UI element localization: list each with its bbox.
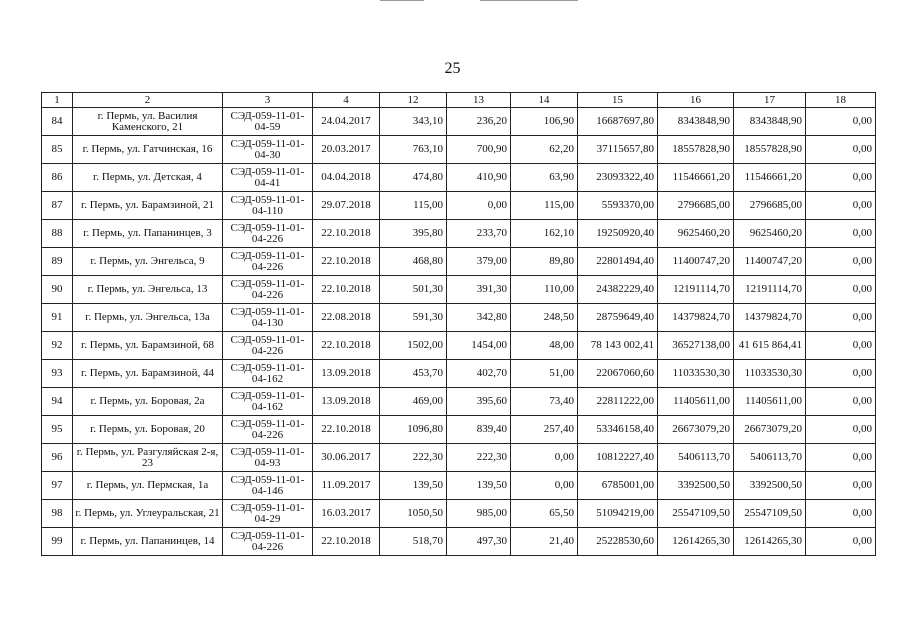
document-number-cell: СЭД-059-11-01-04-41 — [223, 164, 313, 192]
address-cell: г. Пермь, ул. Энгельса, 9 — [73, 248, 223, 276]
value-col-16-cell: 5406113,70 — [658, 444, 734, 472]
document-number-cell: СЭД-059-11-01-04-29 — [223, 500, 313, 528]
value-col-13-cell: 391,30 — [447, 276, 511, 304]
value-col-13-cell: 379,00 — [447, 248, 511, 276]
value-col-13-cell: 222,30 — [447, 444, 511, 472]
value-col-17-cell: 3392500,50 — [734, 472, 806, 500]
value-col-15-cell: 10812227,40 — [578, 444, 658, 472]
value-col-16-cell: 11033530,30 — [658, 360, 734, 388]
date-cell: 30.06.2017 — [313, 444, 380, 472]
date-cell: 16.03.2017 — [313, 500, 380, 528]
date-cell: 13.09.2018 — [313, 388, 380, 416]
value-col-15-cell: 37115657,80 — [578, 136, 658, 164]
row-number-cell: 87 — [42, 192, 73, 220]
value-col-14-cell: 65,50 — [511, 500, 578, 528]
value-col-13-cell: 236,20 — [447, 108, 511, 136]
table-row — [42, 500, 876, 528]
document-number-cell: СЭД-059-11-01-04-110 — [223, 192, 313, 220]
value-col-18-cell: 0,00 — [806, 220, 876, 248]
value-col-13-cell: 395,60 — [447, 388, 511, 416]
value-col-13-cell: 342,80 — [447, 304, 511, 332]
value-col-12-cell: 1050,50 — [380, 500, 447, 528]
value-col-15-cell: 51094219,00 — [578, 500, 658, 528]
value-col-17-cell: 11546661,20 — [734, 164, 806, 192]
value-col-15-cell: 19250920,40 — [578, 220, 658, 248]
value-col-12-cell: 763,10 — [380, 136, 447, 164]
value-col-12-cell: 115,00 — [380, 192, 447, 220]
value-col-13-cell: 700,90 — [447, 136, 511, 164]
value-col-15-cell: 53346158,40 — [578, 416, 658, 444]
value-col-15-cell: 5593370,00 — [578, 192, 658, 220]
value-col-16-cell: 11405611,00 — [658, 388, 734, 416]
document-number-cell: СЭД-059-11-01-04-59 — [223, 108, 313, 136]
table-row — [42, 164, 876, 192]
value-col-16-cell: 14379824,70 — [658, 304, 734, 332]
table-header — [42, 93, 876, 108]
column-header: 15 — [578, 93, 658, 108]
value-col-17-cell: 12614265,30 — [734, 528, 806, 556]
value-col-17-cell: 14379824,70 — [734, 304, 806, 332]
date-cell: 24.04.2017 — [313, 108, 380, 136]
table-row — [42, 388, 876, 416]
value-col-18-cell: 0,00 — [806, 136, 876, 164]
document-number-cell: СЭД-059-11-01-04-93 — [223, 444, 313, 472]
value-col-14-cell: 63,90 — [511, 164, 578, 192]
value-col-17-cell: 41 615 864,41 — [734, 332, 806, 360]
table-row — [42, 528, 876, 556]
value-col-12-cell: 395,80 — [380, 220, 447, 248]
document-number-cell: СЭД-059-11-01-04-226 — [223, 416, 313, 444]
address-cell: г. Пермь, ул. Папанинцев, 3 — [73, 220, 223, 248]
address-cell: г. Пермь, ул. Энгельса, 13а — [73, 304, 223, 332]
value-col-13-cell: 497,30 — [447, 528, 511, 556]
value-col-16-cell: 25547109,50 — [658, 500, 734, 528]
value-col-13-cell: 402,70 — [447, 360, 511, 388]
value-col-15-cell: 22811222,00 — [578, 388, 658, 416]
row-number-cell: 96 — [42, 444, 73, 472]
value-col-12-cell: 1502,00 — [380, 332, 447, 360]
row-number-cell: 95 — [42, 416, 73, 444]
value-col-15-cell: 16687697,80 — [578, 108, 658, 136]
address-cell: г. Пермь, ул. Детская, 4 — [73, 164, 223, 192]
date-cell: 22.10.2018 — [313, 220, 380, 248]
address-cell: г. Пермь, ул. Разгуляйская 2-я, 23 — [73, 444, 223, 472]
row-number-cell: 99 — [42, 528, 73, 556]
value-col-17-cell: 8343848,90 — [734, 108, 806, 136]
value-col-17-cell: 5406113,70 — [734, 444, 806, 472]
value-col-17-cell: 11405611,00 — [734, 388, 806, 416]
value-col-17-cell: 12191114,70 — [734, 276, 806, 304]
value-col-12-cell: 139,50 — [380, 472, 447, 500]
row-number-cell: 89 — [42, 248, 73, 276]
value-col-14-cell: 248,50 — [511, 304, 578, 332]
value-col-16-cell: 3392500,50 — [658, 472, 734, 500]
document-number-cell: СЭД-059-11-01-04-130 — [223, 304, 313, 332]
value-col-16-cell: 12191114,70 — [658, 276, 734, 304]
column-header: 17 — [734, 93, 806, 108]
value-col-16-cell: 11546661,20 — [658, 164, 734, 192]
value-col-12-cell: 469,00 — [380, 388, 447, 416]
address-cell: г. Пермь, ул. Боровая, 20 — [73, 416, 223, 444]
value-col-13-cell: 0,00 — [447, 192, 511, 220]
value-col-12-cell: 343,10 — [380, 108, 447, 136]
value-col-12-cell: 591,30 — [380, 304, 447, 332]
value-col-14-cell: 110,00 — [511, 276, 578, 304]
document-number-cell: СЭД-059-11-01-04-226 — [223, 220, 313, 248]
value-col-17-cell: 9625460,20 — [734, 220, 806, 248]
table-row — [42, 220, 876, 248]
address-cell: г. Пермь, ул. Василия Каменского, 21 — [73, 108, 223, 136]
value-col-17-cell: 18557828,90 — [734, 136, 806, 164]
row-number-cell: 90 — [42, 276, 73, 304]
header-row — [42, 93, 876, 108]
address-cell: г. Пермь, ул. Пермская, 1а — [73, 472, 223, 500]
value-col-14-cell: 62,20 — [511, 136, 578, 164]
value-col-16-cell: 12614265,30 — [658, 528, 734, 556]
value-col-14-cell: 48,00 — [511, 332, 578, 360]
row-number-cell: 92 — [42, 332, 73, 360]
value-col-17-cell: 25547109,50 — [734, 500, 806, 528]
value-col-15-cell: 28759649,40 — [578, 304, 658, 332]
value-col-15-cell: 6785001,00 — [578, 472, 658, 500]
value-col-18-cell: 0,00 — [806, 192, 876, 220]
value-col-15-cell: 23093322,40 — [578, 164, 658, 192]
address-cell: г. Пермь, ул. Барамзиной, 21 — [73, 192, 223, 220]
value-col-16-cell: 11400747,20 — [658, 248, 734, 276]
value-col-12-cell: 468,80 — [380, 248, 447, 276]
value-col-14-cell: 0,00 — [511, 444, 578, 472]
value-col-14-cell: 51,00 — [511, 360, 578, 388]
value-col-13-cell: 410,90 — [447, 164, 511, 192]
row-number-cell: 93 — [42, 360, 73, 388]
column-header: 2 — [73, 93, 223, 108]
column-header: 13 — [447, 93, 511, 108]
table-row — [42, 304, 876, 332]
value-col-14-cell: 115,00 — [511, 192, 578, 220]
date-cell: 11.09.2017 — [313, 472, 380, 500]
date-cell: 22.10.2018 — [313, 332, 380, 360]
address-cell: г. Пермь, ул. Папанинцев, 14 — [73, 528, 223, 556]
top-rule-right — [480, 0, 578, 1]
value-col-18-cell: 0,00 — [806, 332, 876, 360]
value-col-15-cell: 25228530,60 — [578, 528, 658, 556]
table-row — [42, 444, 876, 472]
value-col-16-cell: 18557828,90 — [658, 136, 734, 164]
value-col-13-cell: 839,40 — [447, 416, 511, 444]
value-col-16-cell: 36527138,00 — [658, 332, 734, 360]
address-cell: г. Пермь, ул. Боровая, 2а — [73, 388, 223, 416]
document-number-cell: СЭД-059-11-01-04-146 — [223, 472, 313, 500]
value-col-18-cell: 0,00 — [806, 248, 876, 276]
value-col-13-cell: 985,00 — [447, 500, 511, 528]
value-col-14-cell: 106,90 — [511, 108, 578, 136]
column-header: 1 — [42, 93, 73, 108]
document-number-cell: СЭД-059-11-01-04-226 — [223, 248, 313, 276]
column-header: 3 — [223, 93, 313, 108]
value-col-12-cell: 1096,80 — [380, 416, 447, 444]
value-col-13-cell: 233,70 — [447, 220, 511, 248]
value-col-18-cell: 0,00 — [806, 304, 876, 332]
value-col-15-cell: 24382229,40 — [578, 276, 658, 304]
date-cell: 22.10.2018 — [313, 276, 380, 304]
value-col-18-cell: 0,00 — [806, 416, 876, 444]
date-cell: 29.07.2018 — [313, 192, 380, 220]
row-number-cell: 85 — [42, 136, 73, 164]
table-row — [42, 192, 876, 220]
value-col-16-cell: 26673079,20 — [658, 416, 734, 444]
column-header: 18 — [806, 93, 876, 108]
value-col-14-cell: 73,40 — [511, 388, 578, 416]
value-col-14-cell: 89,80 — [511, 248, 578, 276]
value-col-13-cell: 139,50 — [447, 472, 511, 500]
value-col-18-cell: 0,00 — [806, 164, 876, 192]
data-table — [41, 92, 876, 556]
row-number-cell: 88 — [42, 220, 73, 248]
value-col-18-cell: 0,00 — [806, 388, 876, 416]
document-number-cell: СЭД-059-11-01-04-226 — [223, 332, 313, 360]
value-col-12-cell: 518,70 — [380, 528, 447, 556]
value-col-14-cell: 21,40 — [511, 528, 578, 556]
document-number-cell: СЭД-059-11-01-04-162 — [223, 360, 313, 388]
address-cell: г. Пермь, ул. Барамзиной, 68 — [73, 332, 223, 360]
date-cell: 22.10.2018 — [313, 248, 380, 276]
column-header: 4 — [313, 93, 380, 108]
value-col-16-cell: 2796685,00 — [658, 192, 734, 220]
address-cell: г. Пермь, ул. Барамзиной, 44 — [73, 360, 223, 388]
value-col-14-cell: 162,10 — [511, 220, 578, 248]
row-number-cell: 94 — [42, 388, 73, 416]
document-number-cell: СЭД-059-11-01-04-162 — [223, 388, 313, 416]
date-cell: 20.03.2017 — [313, 136, 380, 164]
column-header: 14 — [511, 93, 578, 108]
address-cell: г. Пермь, ул. Углеуральская, 21 — [73, 500, 223, 528]
table-row — [42, 108, 876, 136]
row-number-cell: 97 — [42, 472, 73, 500]
row-number-cell: 91 — [42, 304, 73, 332]
page-number: 25 — [444, 60, 461, 77]
value-col-18-cell: 0,00 — [806, 108, 876, 136]
value-col-12-cell: 222,30 — [380, 444, 447, 472]
column-header: 16 — [658, 93, 734, 108]
row-number-cell: 84 — [42, 108, 73, 136]
table-row — [42, 360, 876, 388]
table-row — [42, 416, 876, 444]
document-number-cell: СЭД-059-11-01-04-226 — [223, 528, 313, 556]
date-cell: 22.10.2018 — [313, 416, 380, 444]
value-col-18-cell: 0,00 — [806, 444, 876, 472]
value-col-12-cell: 501,30 — [380, 276, 447, 304]
value-col-13-cell: 1454,00 — [447, 332, 511, 360]
table-row — [42, 472, 876, 500]
row-number-cell: 86 — [42, 164, 73, 192]
value-col-16-cell: 9625460,20 — [658, 220, 734, 248]
table-row — [42, 276, 876, 304]
value-col-16-cell: 8343848,90 — [658, 108, 734, 136]
value-col-15-cell: 78 143 002,41 — [578, 332, 658, 360]
value-col-18-cell: 0,00 — [806, 472, 876, 500]
document-number-cell: СЭД-059-11-01-04-30 — [223, 136, 313, 164]
value-col-17-cell: 26673079,20 — [734, 416, 806, 444]
date-cell: 13.09.2018 — [313, 360, 380, 388]
document-number-cell: СЭД-059-11-01-04-226 — [223, 276, 313, 304]
value-col-15-cell: 22067060,60 — [578, 360, 658, 388]
value-col-18-cell: 0,00 — [806, 276, 876, 304]
value-col-18-cell: 0,00 — [806, 528, 876, 556]
table-body — [42, 108, 876, 556]
value-col-18-cell: 0,00 — [806, 500, 876, 528]
value-col-14-cell: 0,00 — [511, 472, 578, 500]
table-row — [42, 136, 876, 164]
top-rule-left — [380, 0, 424, 1]
value-col-15-cell: 22801494,40 — [578, 248, 658, 276]
date-cell: 22.10.2018 — [313, 528, 380, 556]
value-col-12-cell: 453,70 — [380, 360, 447, 388]
table-row — [42, 332, 876, 360]
row-number-cell: 98 — [42, 500, 73, 528]
date-cell: 04.04.2018 — [313, 164, 380, 192]
value-col-12-cell: 474,80 — [380, 164, 447, 192]
value-col-18-cell: 0,00 — [806, 360, 876, 388]
column-header: 12 — [380, 93, 447, 108]
value-col-14-cell: 257,40 — [511, 416, 578, 444]
address-cell: г. Пермь, ул. Энгельса, 13 — [73, 276, 223, 304]
value-col-17-cell: 11033530,30 — [734, 360, 806, 388]
value-col-17-cell: 2796685,00 — [734, 192, 806, 220]
date-cell: 22.08.2018 — [313, 304, 380, 332]
table-row — [42, 248, 876, 276]
value-col-17-cell: 11400747,20 — [734, 248, 806, 276]
address-cell: г. Пермь, ул. Гатчинская, 16 — [73, 136, 223, 164]
